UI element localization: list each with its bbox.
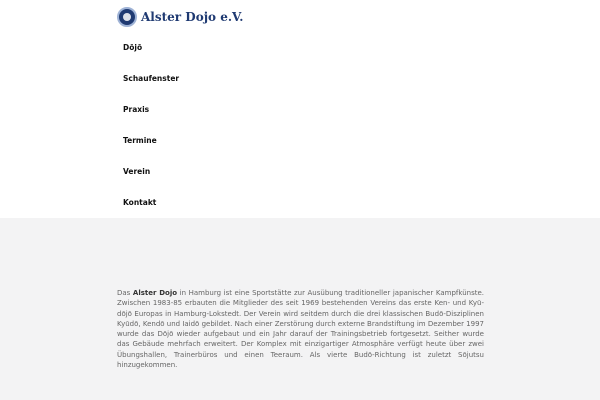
nav-item-kontakt[interactable]: Kontakt (123, 198, 157, 207)
intro-body: in Hamburg ist eine Sportstätte zur Ausübung traditioneller japanischer Kampfkünste. Zwischen 1983-85 erbauten die Mitglieder des seit 1969 bestehenden Vereins das erste Ken- und Kyū-dōjō Europas in Hamburg-Lokstedt. Der Verein wird seitdem durch die drei klassischen Budō-Disziplinen Kyūdō, Kendō und Iaidō gebildet. Nach einer Zerstörung durch externe Brandstiftung im Dezember 1997 wurde das Dōjō wieder aufgebaut und ein Jahr darauf der Trainingsbetrieb fortgesetzt. Seither wurde das Gebäude mehrfach erweitert. Der Komplex mit einzigartiger Atmosphäre verfügt heute über zwei Übungshallen, Trainerbüros und einen Teeraum. Als vierte Budō-Richtung ist zuletzt Sōjutsu hinzugekommen. (117, 289, 484, 370)
nav-item-praxis[interactable]: Praxis (123, 105, 150, 114)
intro-paragraph (117, 288, 484, 370)
nav-item-termine[interactable]: Termine (123, 136, 157, 145)
nav-item-dojo[interactable]: Dōjō (123, 43, 143, 52)
nav-item-schaufenster[interactable]: Schaufenster (123, 74, 180, 83)
brand-name: Alster Dojo e.V. (141, 10, 244, 24)
site-logo[interactable] (117, 6, 243, 28)
intro-highlight: Alster Dojo (132, 289, 178, 297)
dojo-emblem-icon (117, 7, 137, 27)
main-navigation (123, 40, 323, 226)
main-content (0, 218, 600, 400)
nav-item-verein[interactable]: Verein (123, 167, 151, 176)
intro-lead: Das (117, 289, 133, 297)
